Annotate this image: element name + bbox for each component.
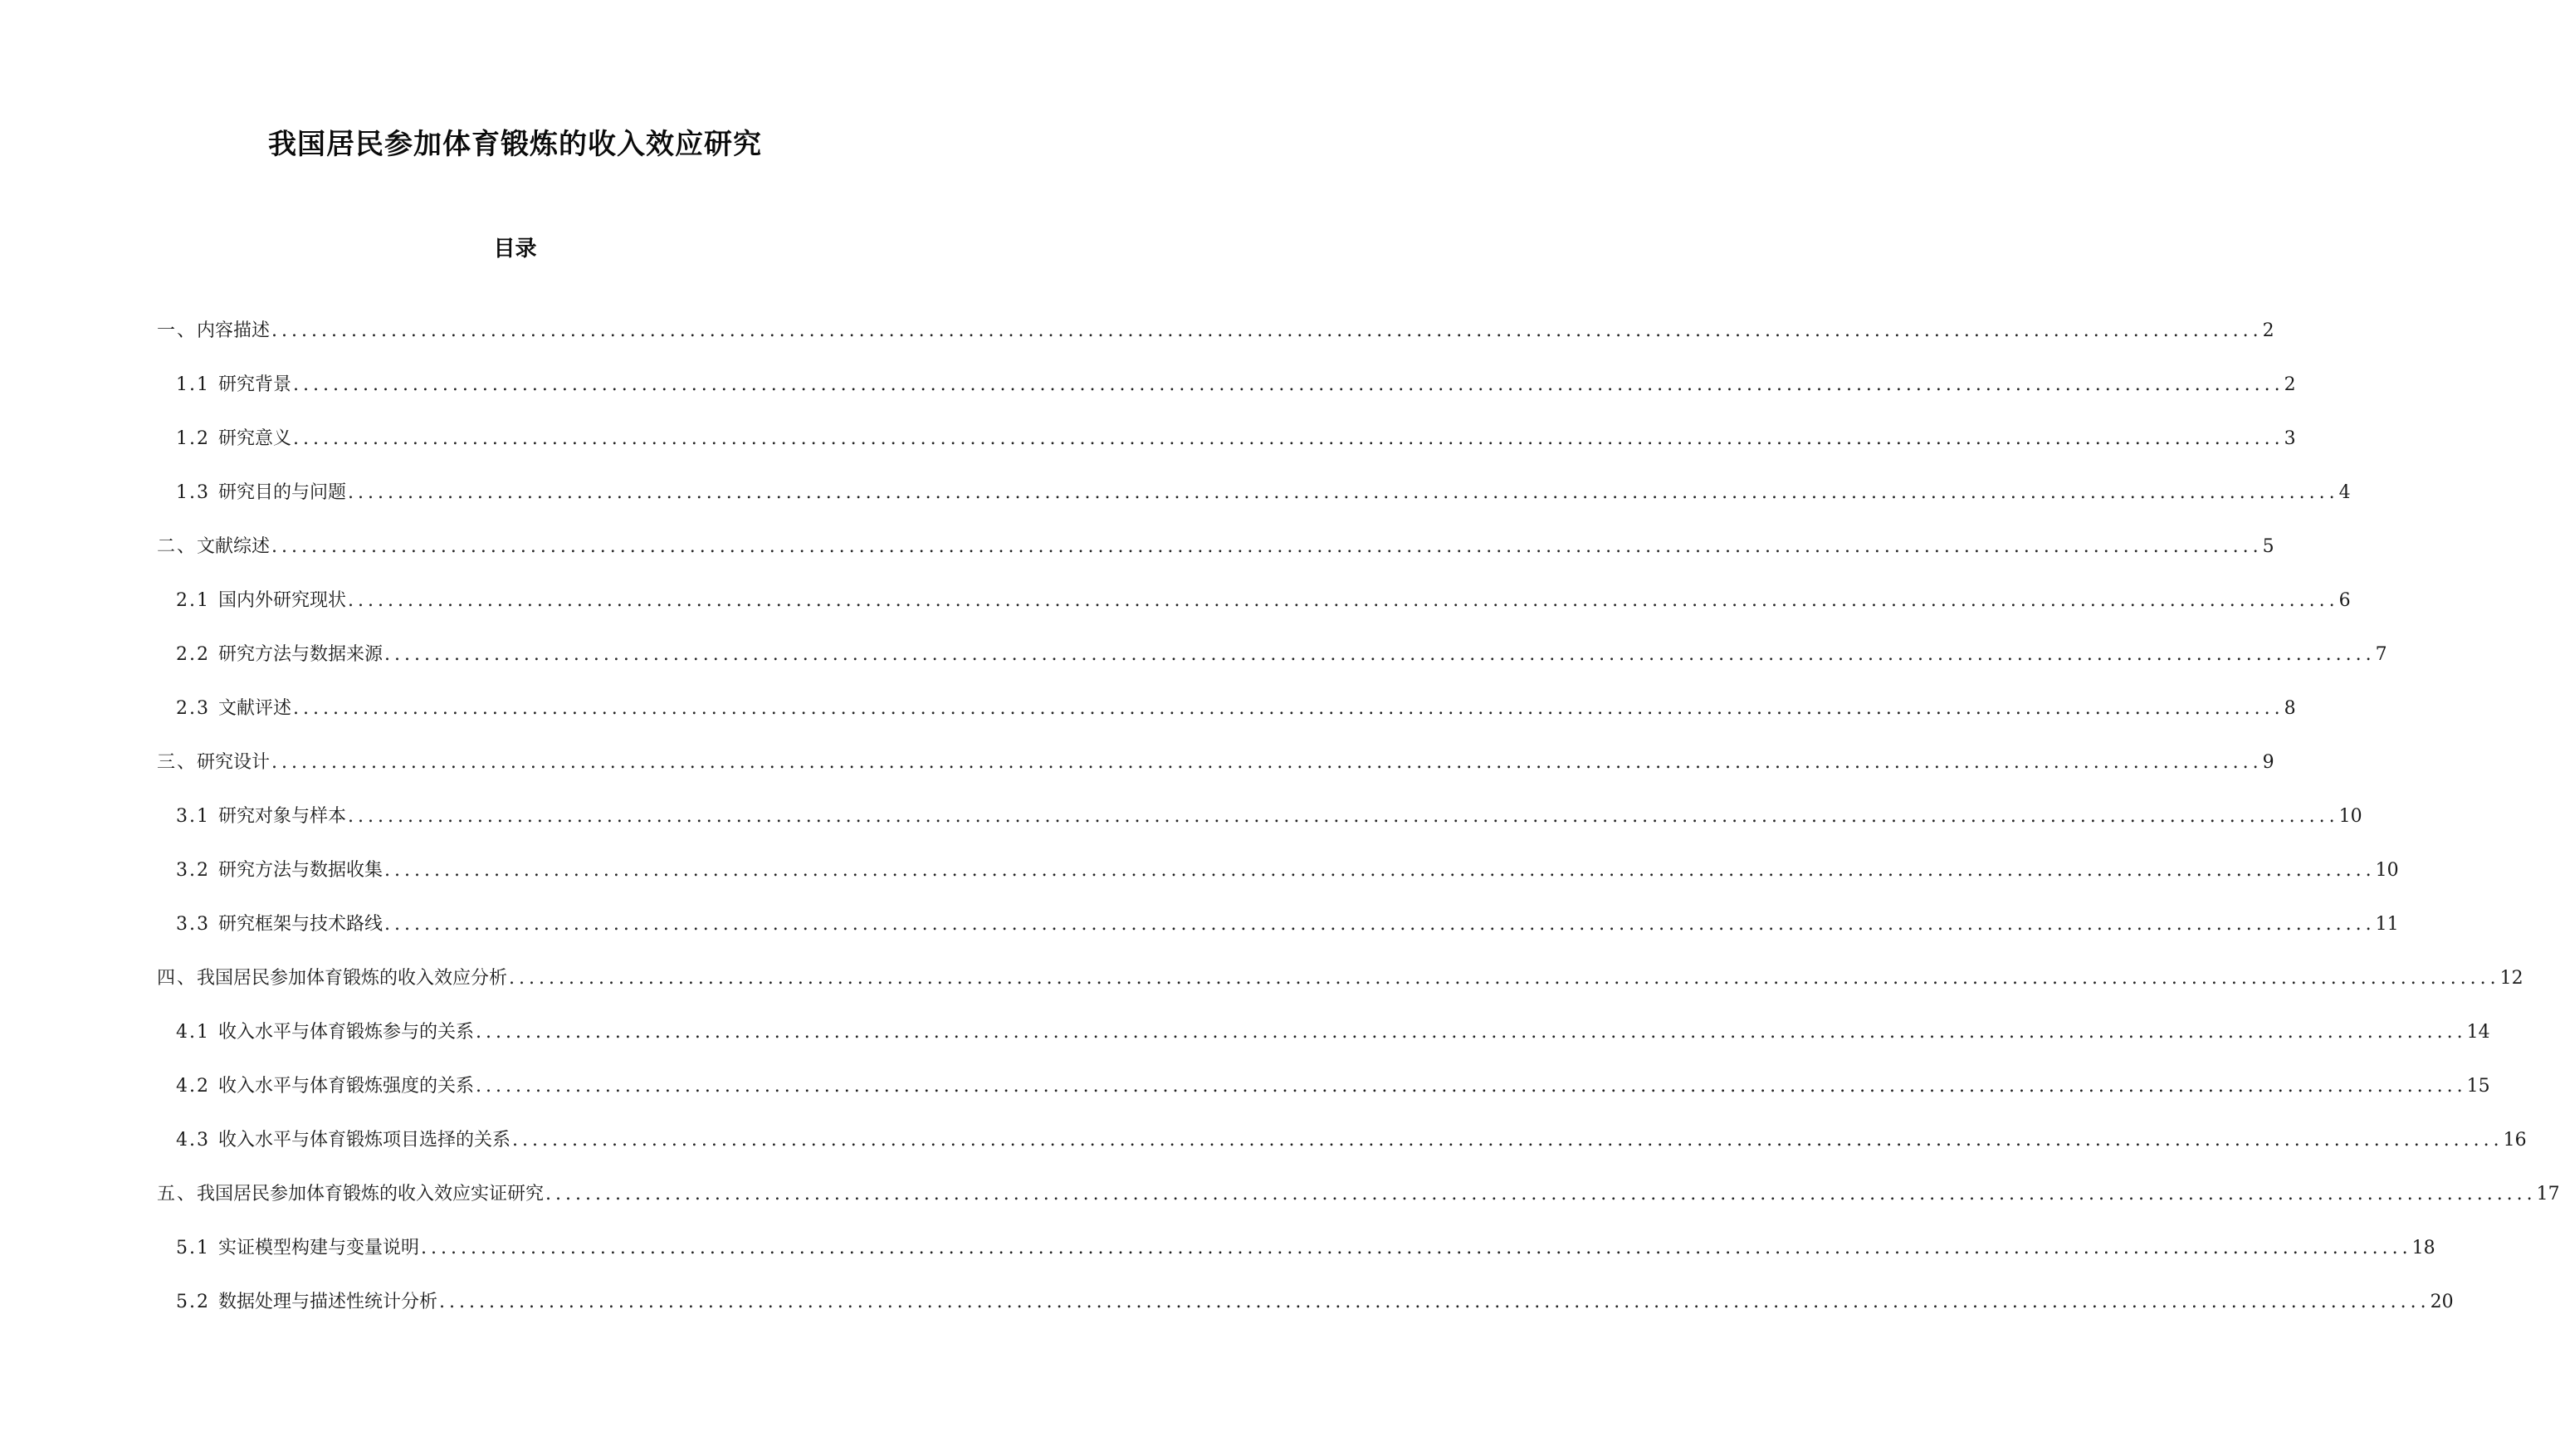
toc-entry-title <box>176 1234 419 1263</box>
toc-heading: 目录 <box>493 237 537 261</box>
toc-section-entry[interactable] <box>0 587 2351 641</box>
toc-dot-leader: ........................................................................................................................................................................................................ <box>439 1292 2431 1312</box>
toc-page-number: 4 <box>2338 482 2351 503</box>
toc-entry-label: 我国居民参加体育锻炼的收入效应分析 <box>197 968 508 989</box>
toc-page-number: 10 <box>2375 860 2399 881</box>
toc-section-entry[interactable] <box>0 695 2296 749</box>
toc-entry-number: 一、 <box>157 320 198 341</box>
toc-section-entry[interactable] <box>0 479 2351 533</box>
toc-dot-leader: ........................................................................................................................................................................................................ <box>271 536 2263 557</box>
toc-entry-label: 国内外研究现状 <box>218 590 347 611</box>
toc-dot-leader: ........................................................................................................................................................................................................ <box>476 1076 2467 1097</box>
toc-section-entry[interactable] <box>0 803 2362 857</box>
toc-section-entry[interactable] <box>0 1072 2490 1126</box>
toc-page-number: 18 <box>2411 1238 2435 1258</box>
toc-entry-title <box>176 587 346 615</box>
toc-page-number: 6 <box>2338 590 2351 611</box>
toc-entry-title <box>176 803 346 831</box>
toc-entry-number: 4.1 <box>176 1022 210 1043</box>
toc-entry-label: 内容描述 <box>197 320 271 341</box>
toc-entry-number: 1.2 <box>176 428 210 449</box>
toc-entry-title <box>176 641 383 669</box>
toc-page-number: 10 <box>2338 806 2362 827</box>
toc-dot-leader: ........................................................................................................................................................................................................ <box>348 590 2339 611</box>
toc-entry-title <box>157 965 507 993</box>
toc-chapter-entry[interactable] <box>0 1180 2560 1234</box>
toc-page-number: 16 <box>2503 1130 2527 1151</box>
toc-page-number: 3 <box>2284 428 2296 449</box>
toc-entry-label: 我国居民参加体育锻炼的收入效应实证研究 <box>197 1184 545 1204</box>
toc-entry-label: 研究方法与数据来源 <box>218 644 384 665</box>
toc-page-number: 20 <box>2430 1292 2454 1312</box>
toc-entry-label: 收入水平与体育锻炼强度的关系 <box>218 1076 475 1097</box>
toc-entry-title <box>176 857 383 885</box>
toc-entry-label: 数据处理与描述性统计分析 <box>218 1292 438 1312</box>
toc-section-entry[interactable] <box>0 1234 2435 1288</box>
toc-entry-label: 收入水平与体育锻炼参与的关系 <box>218 1022 475 1043</box>
toc-entry-label: 研究框架与技术路线 <box>218 914 384 935</box>
toc-chapter-entry[interactable] <box>0 533 2274 587</box>
toc-entry-title <box>176 425 291 453</box>
toc-entry-number: 3.3 <box>176 914 210 935</box>
toc-dot-leader: ........................................................................................................................................................................................................ <box>512 1130 2504 1151</box>
toc-entry-title <box>157 533 270 561</box>
toc-dot-leader: ........................................................................................................................................................................................................ <box>384 644 2376 665</box>
toc-entry-title <box>157 749 270 777</box>
toc-entry-number: 3.1 <box>176 806 210 827</box>
toc-section-entry[interactable] <box>0 1019 2490 1072</box>
toc-entry-title <box>176 1019 474 1047</box>
toc-entry-number: 5.2 <box>176 1292 210 1312</box>
toc-entry-title <box>176 1288 437 1317</box>
toc-dot-leader: ........................................................................................................................................................................................................ <box>293 428 2284 449</box>
toc-entry-number: 二、 <box>157 536 198 557</box>
toc-entry-title <box>176 695 291 723</box>
toc-entry-number: 4.2 <box>176 1076 210 1097</box>
toc-entry-number: 2.2 <box>176 644 210 665</box>
toc-entry-title <box>176 911 383 939</box>
toc-entry-number: 1.3 <box>176 482 210 503</box>
toc-dot-leader: ........................................................................................................................................................................................................ <box>348 482 2339 503</box>
toc-entry-title <box>157 1180 544 1209</box>
toc-entry-label: 文献评述 <box>218 698 292 719</box>
toc-dot-leader: ........................................................................................................................................................................................................ <box>545 1184 2537 1204</box>
toc-page-number: 2 <box>2262 320 2274 341</box>
toc-entry-number: 3.2 <box>176 860 210 881</box>
table-of-contents <box>0 317 2560 1342</box>
toc-entry-label: 研究目的与问题 <box>218 482 347 503</box>
toc-entry-title <box>176 371 291 399</box>
toc-page-number: 7 <box>2375 644 2387 665</box>
toc-page-number: 5 <box>2262 536 2274 557</box>
toc-entry-number: 2.1 <box>176 590 210 611</box>
toc-entry-title <box>176 1126 511 1155</box>
toc-chapter-entry[interactable] <box>0 317 2274 371</box>
toc-entry-label: 研究意义 <box>218 428 292 449</box>
toc-entry-label: 研究设计 <box>197 752 271 773</box>
toc-dot-leader: ........................................................................................................................................................................................................ <box>509 968 2500 989</box>
toc-section-entry[interactable] <box>0 641 2387 695</box>
toc-chapter-entry[interactable] <box>0 965 2523 1019</box>
document-title: 我国居民参加体育锻炼的收入效应研究 <box>268 128 762 161</box>
toc-page-number: 14 <box>2466 1022 2490 1043</box>
toc-entry-label: 研究方法与数据收集 <box>218 860 384 881</box>
toc-entry-number: 四、 <box>157 968 198 989</box>
toc-section-entry[interactable] <box>0 371 2296 425</box>
toc-dot-leader: ........................................................................................................................................................................................................ <box>476 1022 2467 1043</box>
toc-page-number: 8 <box>2284 698 2296 719</box>
toc-page-number: 2 <box>2284 374 2296 395</box>
toc-dot-leader: ........................................................................................................................................................................................................ <box>293 698 2284 719</box>
toc-page-number: 15 <box>2466 1076 2490 1097</box>
toc-dot-leader: ........................................................................................................................................................................................................ <box>271 320 2263 341</box>
toc-entry-label: 文献综述 <box>197 536 271 557</box>
toc-entry-number: 三、 <box>157 752 198 773</box>
toc-entry-number: 5.1 <box>176 1238 210 1258</box>
toc-page-number: 11 <box>2375 914 2399 935</box>
toc-entry-title <box>176 1072 474 1101</box>
toc-entry-number: 2.3 <box>176 698 210 719</box>
toc-section-entry[interactable] <box>0 1288 2454 1342</box>
toc-dot-leader: ........................................................................................................................................................................................................ <box>384 914 2376 935</box>
toc-dot-leader: ........................................................................................................................................................................................................ <box>421 1238 2412 1258</box>
toc-entry-title <box>157 317 270 345</box>
toc-page-number: 12 <box>2499 968 2523 989</box>
toc-entry-number: 4.3 <box>176 1130 210 1151</box>
toc-entry-label: 收入水平与体育锻炼项目选择的关系 <box>218 1130 511 1151</box>
toc-section-entry[interactable] <box>0 857 2399 911</box>
toc-section-entry[interactable] <box>0 911 2399 965</box>
toc-entry-label: 研究对象与样本 <box>218 806 347 827</box>
toc-section-entry[interactable] <box>0 425 2296 479</box>
toc-chapter-entry[interactable] <box>0 749 2274 803</box>
toc-entry-label: 研究背景 <box>218 374 292 395</box>
toc-dot-leader: ........................................................................................................................................................................................................ <box>384 860 2376 881</box>
toc-entry-number: 五、 <box>157 1184 198 1204</box>
toc-dot-leader: ........................................................................................................................................................................................................ <box>348 806 2339 827</box>
toc-entry-label: 实证模型构建与变量说明 <box>218 1238 420 1258</box>
toc-dot-leader: ........................................................................................................................................................................................................ <box>271 752 2263 773</box>
toc-entry-title <box>176 479 346 507</box>
toc-section-entry[interactable] <box>0 1126 2527 1180</box>
toc-page-number: 17 <box>2536 1184 2560 1204</box>
toc-dot-leader: ........................................................................................................................................................................................................ <box>293 374 2284 395</box>
toc-entry-number: 1.1 <box>176 374 210 395</box>
toc-page-number: 9 <box>2262 752 2274 773</box>
